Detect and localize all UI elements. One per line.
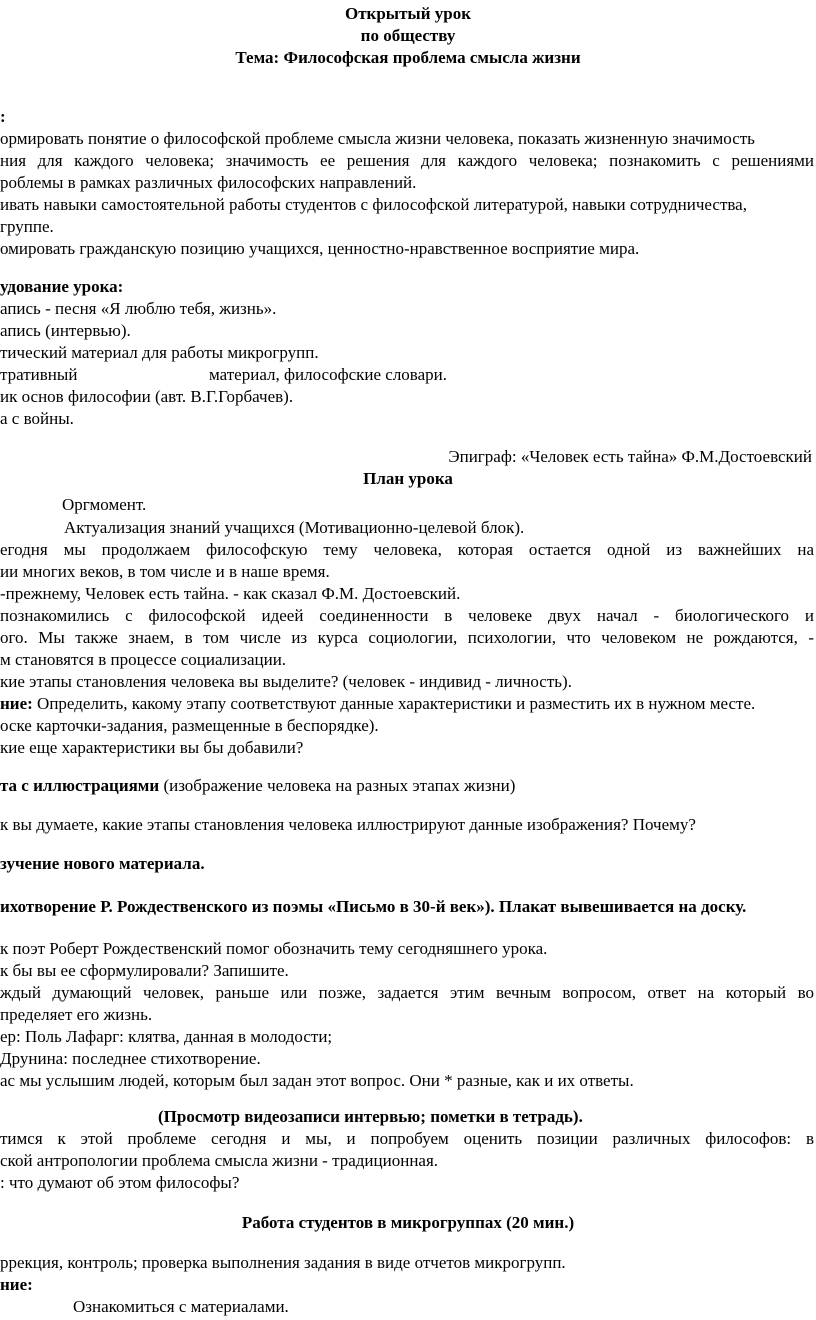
groups-heading: Работа студентов в микрогруппах (20 мин.)	[241, 1213, 575, 1232]
doc-topic: Тема: Философская проблема смысла жизни	[235, 48, 581, 67]
material-text: к поэт Роберт Рождественский помог обозначить тему сегодняшнего урока.	[0, 939, 548, 958]
plan-question: к вы думаете, какие этапы становления человека иллюстрируют данные изображения? Почему?	[0, 815, 696, 834]
doc-title: Открытый урок	[344, 4, 471, 23]
material-text: Друнина: последнее стихотворение.	[0, 1049, 261, 1068]
plan-text: егодня мы продолжаем философскую тему человека, которая остается одной из важнейших на	[0, 540, 814, 559]
plan-step: Оргмомент.	[62, 495, 147, 514]
material-text: : что думают об этом философы?	[0, 1173, 240, 1192]
epigraph: Эпиграф: «Человек есть тайна» Ф.М.Достоевский	[448, 447, 812, 466]
goals-line: роблемы в рамках различных философских направлений.	[0, 173, 417, 192]
plan-text: -прежнему, Человек есть тайна. - как сказал Ф.М. Достоевский.	[0, 584, 461, 603]
plan-text: познакомились с философской идеей соединенности в человеке двух начал - биологического и	[0, 606, 814, 625]
goals-line: ивать навыки самостоятельной работы студентов с философской литературой, навыки сотрудничества,	[0, 195, 747, 214]
plan-task	[0, 693, 755, 715]
plan-text: оске карточки-задания, размещенные в беспорядке).	[0, 716, 379, 735]
illustrations-line	[0, 775, 515, 797]
equipment-item: материал, философские словари.	[209, 365, 447, 384]
plan-text: кие еще характеристики вы бы добавили?	[0, 738, 304, 757]
plan-heading: План урока	[363, 469, 453, 488]
groups-text: Ознакомиться с материалами.	[73, 1297, 289, 1316]
goals-line: омировать гражданскую позицию учащихся, ценностно-нравственное восприятие мира.	[0, 239, 640, 258]
equipment-item: апись (интервью).	[0, 321, 131, 340]
poem-line: ихотворение Р. Рождественского из поэмы «Письмо в 30-й век»). Плакат вывешивается на доску.	[0, 897, 747, 916]
equipment-item: апись - песня «Я люблю тебя, жизнь».	[0, 299, 277, 318]
goals-line: группе.	[0, 217, 54, 236]
task-text: Определить, какому этапу соответствуют данные характеристики и разместить их в нужном месте.	[32, 694, 756, 713]
plan-text: кие этапы становления человека вы выделите? (человек - индивид - личность).	[0, 672, 572, 691]
new-material-heading: зучение нового материала.	[0, 854, 205, 873]
groups-text: ррекция, контроль; проверка выполнения задания в виде отчетов микрогрупп.	[0, 1253, 566, 1272]
plan-text: ого. Мы также знаем, в том числе из курса социологии, психологии, что человеком не рождаются, -	[0, 628, 814, 647]
plan-step: Актуализация знаний учащихся (Мотивационно-целевой блок).	[64, 518, 525, 537]
material-text: ждый думающий человек, раньше или позже, задается этим вечным вопросом, ответ на который во	[0, 983, 814, 1002]
goals-heading: :	[0, 107, 6, 126]
task-label: ние:	[0, 694, 33, 713]
equipment-item: а с войны.	[0, 409, 74, 428]
video-note: (Просмотр видеозаписи интервью; пометки в тетрадь).	[158, 1107, 583, 1126]
goals-line: ния для каждого человека; значимость ее решения для каждого человека; познакомить с решениями	[0, 151, 814, 170]
material-text: к бы вы ее сформулировали? Запишите.	[0, 961, 289, 980]
material-text: ер: Поль Лафарг: клятва, данная в молодости;	[0, 1027, 333, 1046]
material-text: тимся к этой проблеме сегодня и мы, и попробуем оценить позиции различных философов: в	[0, 1129, 814, 1148]
equipment-item: ик основ философии (авт. В.Г.Горбачев).	[0, 387, 294, 406]
plan-text: ии многих веков, в том числе и в наше время.	[0, 562, 330, 581]
illustrations-text: (изображение человека на разных этапах жизни)	[159, 776, 516, 795]
doc-subject: по обществу	[360, 26, 456, 45]
equipment-item: тический материал для работы микрогрупп.	[0, 343, 319, 362]
illustrations-label: та с иллюстрациями	[0, 776, 160, 795]
plan-text: м становятся в процессе социализации.	[0, 650, 287, 669]
material-text: пределяет его жизнь.	[0, 1005, 153, 1024]
groups-task-label: ние:	[0, 1275, 33, 1294]
goals-line: ормировать понятие о философской проблеме смысла жизни человека, показать жизненную значимость	[0, 129, 755, 148]
equipment-item: тративный	[0, 365, 78, 384]
material-text: ас мы услышим людей, которым был задан этот вопрос. Они * разные, как и их ответы.	[0, 1071, 634, 1090]
material-text: ской антропологии проблема смысла жизни - традиционная.	[0, 1151, 439, 1170]
equipment-heading: удование урока:	[0, 277, 124, 296]
